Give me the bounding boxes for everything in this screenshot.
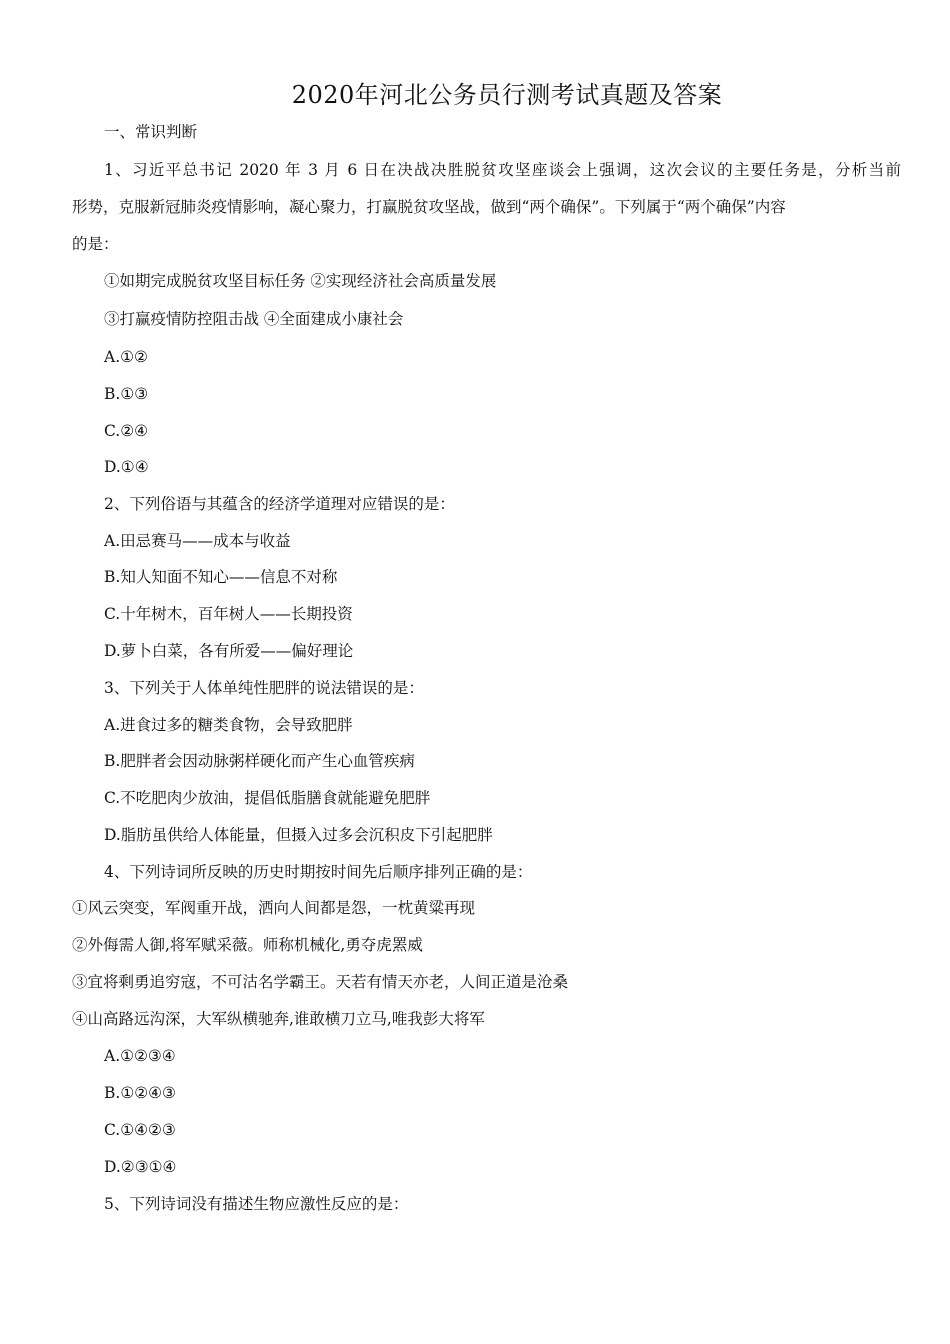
q1-option-b: B.①③ — [104, 385, 149, 403]
q2-stem: 2、下列俗语与其蕴含的经济学道理对应错误的是： — [104, 495, 455, 513]
q1-option-a: A.①② — [104, 348, 148, 366]
q3-option-d: D.脂肪虽供给人体能量，但摄入过多会沉积皮下引起肥胖 — [104, 826, 493, 844]
q4-option-d: D.②③①④ — [104, 1158, 177, 1176]
q1-option-d: D.①④ — [104, 458, 149, 476]
q4-option-a: A.①②③④ — [104, 1047, 176, 1065]
q1-stem-line-3: 的是： — [72, 235, 119, 253]
q4-item-1: ①风云突变，军阀重开战，洒向人间都是怨，一枕黄粱再现 — [72, 899, 476, 917]
q2-option-c: C.十年树木，百年树人——长期投资 — [104, 605, 353, 623]
q4-item-4: ④山高路远沟深，大军纵横驰奔,谁敢横刀立马,唯我彭大将军 — [72, 1010, 485, 1028]
q3-stem: 3、下列关于人体单纯性肥胖的说法错误的是： — [104, 679, 424, 697]
q3-option-a: A.进食过多的糖类食物，会导致肥胖 — [104, 716, 353, 734]
q1-stem-line-2: 形势，克服新冠肺炎疫情影响，凝心聚力，打赢脱贫攻坚战，做到“两个确保”。下列属于“两个确保”内容 — [72, 198, 786, 216]
document-title: 2020年河北公务员行测考试真题及答案 — [291, 81, 723, 109]
q4-option-b: B.①②④③ — [104, 1084, 176, 1102]
q1-stem-line-1: 1、习近平总书记 2020 年 3 月 6 日在决战决胜脱贫攻坚座谈会上强调，这次会议的主要任务是，分析当前 — [104, 161, 901, 179]
q5-stem: 5、下列诗词没有描述生物应激性反应的是： — [104, 1195, 409, 1213]
q1-item-row-2: ③打赢疫情防控阻击战 ④全面建成小康社会 — [104, 310, 404, 328]
q1-option-c: C.②④ — [104, 422, 149, 440]
section-heading: 一、常识判断 — [104, 123, 198, 141]
q2-option-b: B.知人知面不知心——信息不对称 — [104, 568, 338, 586]
q4-stem: 4、下列诗词所反映的历史时期按时间先后顺序排列正确的是： — [104, 863, 533, 881]
q2-option-d: D.萝卜白菜，各有所爱——偏好理论 — [104, 642, 354, 660]
q2-option-a: A.田忌赛马——成本与收益 — [104, 532, 291, 550]
q4-option-c: C.①④②③ — [104, 1121, 176, 1139]
q3-option-b: B.肥胖者会因动脉粥样硬化而产生心血管疾病 — [104, 752, 415, 770]
q3-option-c: C.不吃肥肉少放油，提倡低脂膳食就能避免肥胖 — [104, 789, 431, 807]
q4-item-3: ③宜将剩勇追穷寇，不可沽名学霸王。天若有情天亦老，人间正道是沧桑 — [72, 973, 569, 991]
q4-item-2: ②外侮需人御,将军赋采薇。师称机械化,勇夺虎罴威 — [72, 936, 423, 954]
q1-item-row-1: ①如期完成脱贫攻坚目标任务 ②实现经济社会高质量发展 — [104, 272, 497, 290]
